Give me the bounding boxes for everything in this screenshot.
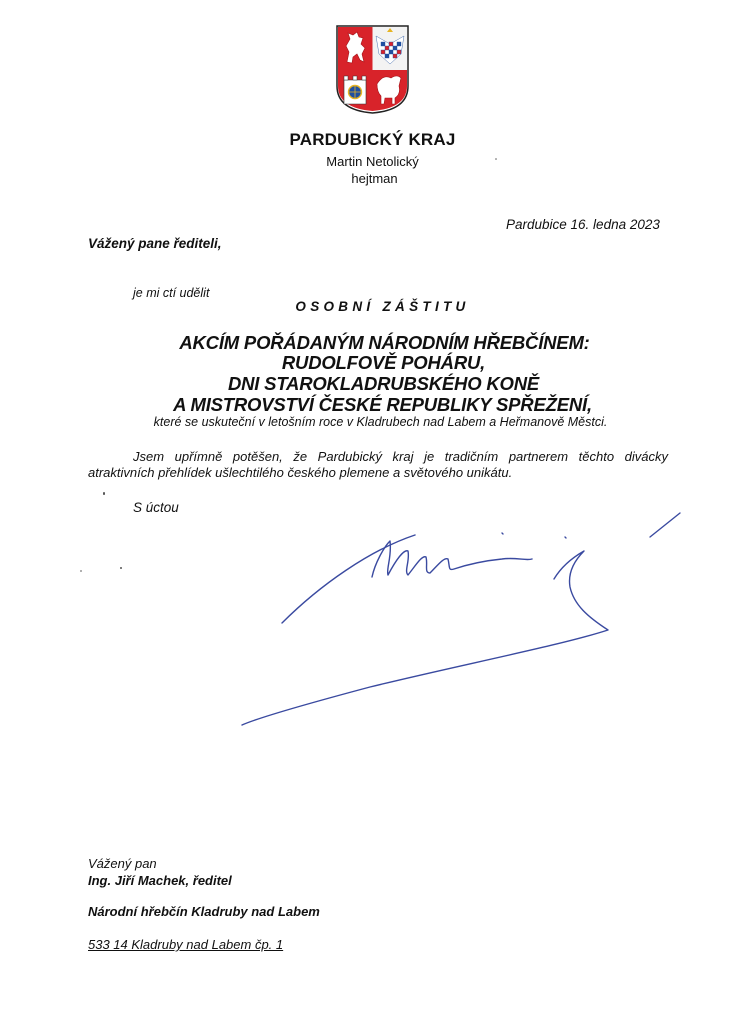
heading-line-3: DNI STAROKLADRUBSKÉHO KONĚ	[227, 373, 540, 394]
signature-icon	[220, 505, 690, 745]
date-line: Pardubice 16. ledna 2023	[506, 217, 660, 232]
official-name: Martin Netolický	[326, 154, 419, 169]
salutation: Vážený pane řediteli,	[88, 236, 222, 251]
scan-speck	[80, 570, 82, 572]
scan-speck	[103, 492, 105, 495]
scan-speck	[120, 567, 122, 569]
patronage-title: OSOBNÍ ZÁŠTITU	[295, 299, 470, 314]
heading-line-4: A MISTROVSTVÍ ČESKÉ REPUBLIKY SPŘEŽENÍ,	[173, 394, 592, 415]
addressee-organization: Národní hřebčín Kladruby nad Labem	[88, 904, 320, 919]
events-line: které se uskuteční v letošním roce v Kladrubech nad Labem a Heřmanově Městci.	[153, 415, 608, 429]
addressee-name: Ing. Jiří Machek, ředitel	[88, 873, 232, 888]
coat-of-arms-icon	[335, 24, 410, 114]
organization-name: PARDUBICKÝ KRAJ	[289, 130, 456, 149]
addressee-greeting: Vážený pan	[88, 856, 157, 871]
heading-line-2: RUDOLFOVĚ POHÁRU,	[281, 352, 486, 373]
paragraph-line-2: atraktivních přehlídek ušlechtilého českého plemene a světového unikátu.	[88, 465, 513, 480]
intro-text: je mi ctí udělit	[133, 286, 210, 300]
paragraph-line-1: Jsem upřímně potěšen, že Pardubický kraj je tradičním partnerem těchto divácky	[133, 449, 668, 464]
scan-speck	[495, 158, 497, 160]
official-role: hejtman	[351, 171, 398, 186]
heading-line-1: AKCÍM POŘÁDANÝM NÁRODNÍM HŘEBČÍNEM:	[179, 332, 590, 353]
closing: S úctou	[133, 500, 179, 515]
addressee-address: 533 14 Kladruby nad Labem čp. 1	[88, 937, 284, 952]
